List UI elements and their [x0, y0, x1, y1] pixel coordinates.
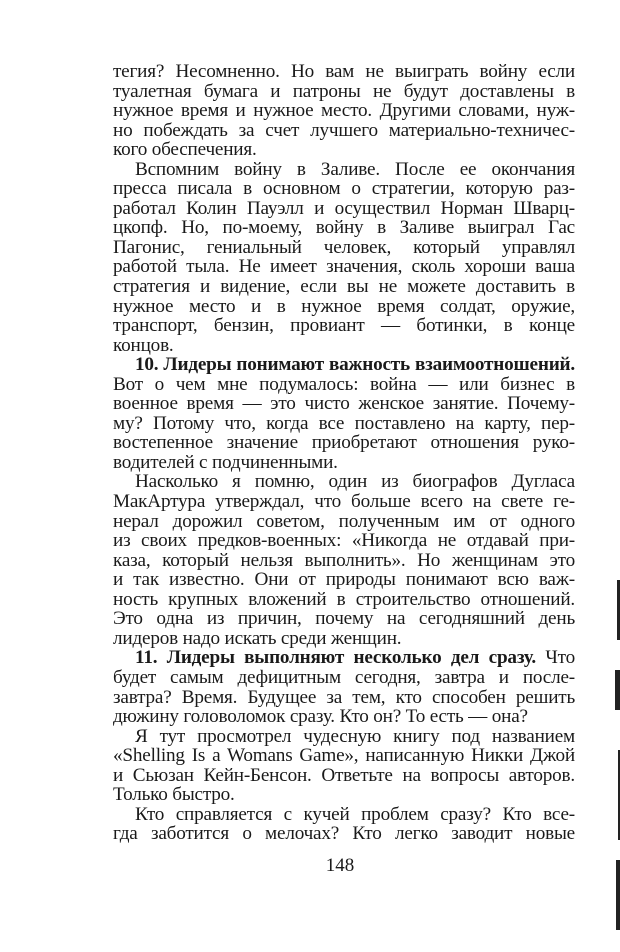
text-line	[113, 355, 575, 375]
text-line: завтра? Время. Будущее за тем, кто способен решить	[113, 687, 575, 708]
page-number: 148	[325, 855, 355, 876]
text-line: тегия? Несомненно. Но вам не выиграть войну если	[113, 62, 575, 82]
text-line: туалетная бумага и патроны не будут доставлены в	[113, 81, 575, 102]
text-line: востепенное значение приобретают отношения руко-	[113, 433, 575, 453]
text-line	[113, 648, 575, 668]
text-line: ность крупных вложений в строительство отношений.	[113, 589, 575, 610]
text-line: цкопф. Но, по-моему, войну в Заливе выиграл Гас	[113, 218, 575, 238]
line-text: Что	[536, 648, 575, 668]
text-line: нужное время и нужное место. Другими словами, нуж-	[113, 101, 575, 121]
bold-heading: 10. Лидеры понимают важность взаимоотношений.	[135, 355, 575, 375]
text-line: работой тыла. Не имеет значения, сколь хороши ваша	[113, 257, 575, 278]
scan-edge-artifact	[610, 560, 620, 952]
text-line: Я тут просмотрел чудесную книгу под названием	[135, 726, 575, 747]
text-line: нужное место и в нужное время солдат, оружие,	[113, 296, 575, 317]
text-line: кого обеспечения.	[113, 140, 257, 160]
text-line: пресса писала в основном о стратегии, которую раз-	[113, 179, 575, 199]
text-line: но побеждать за счет лучшего материально-техничес-	[113, 120, 575, 141]
text-line: «Shelling Is a Womans Game», написанную Никки Джой	[113, 746, 575, 766]
text-line: Вспомним войну в Заливе. После ее окончания	[135, 159, 575, 180]
text-line: Насколько я помню, один из биографов Дугласа	[135, 472, 575, 493]
text-line: дюжину головоломок сразу. Кто он? То есть — она?	[113, 707, 528, 727]
text-line: транспорт, бензин, провиант — ботинки, в конце	[113, 316, 575, 336]
text-line: работал Колин Пауэлл и осуществил Норман Шварц-	[113, 198, 575, 219]
text-line: Кто справляется с кучей проблем сразу? Кто все-	[135, 804, 575, 825]
text-line: из своих предков-военных: «Никогда не отдавай при-	[113, 531, 575, 551]
text-line: Пагонис, гениальный человек, который управлял	[113, 237, 575, 258]
text-line: военное время — это чисто женское занятие. Почему-	[113, 394, 575, 414]
text-line: Это одна из причин, почему на сегодняшний день	[113, 609, 575, 629]
text-line: му? Потому что, когда все поставлено на карту, пер-	[113, 413, 575, 434]
text-line: МакАртура утверждал, что больше всего на свете ге-	[113, 492, 575, 512]
text-line: гда заботится о мелочах? Кто легко заводит новые	[113, 824, 575, 844]
text-line: и Сьюзан Кейн-Бенсон. Ответьте на вопросы авторов.	[113, 765, 575, 786]
bold-heading: 11. Лидеры выполняют несколько дел сразу.	[135, 648, 536, 668]
text-line: водителей с подчиненными.	[113, 452, 338, 473]
text-line: стратегия и видение, если вы не можете доставить в	[113, 277, 575, 297]
text-line: Только быстро.	[113, 785, 235, 805]
text-line: каза, который нельзя выполнить». Но женщинам это	[113, 550, 575, 571]
text-line: и так известно. Они от природы понимают всю важ-	[113, 570, 575, 590]
text-line: нерал дорожил советом, полученным им от одного	[113, 511, 575, 532]
text-line: будет самым дефицитным сегодня, завтра и после-	[113, 667, 575, 688]
text-line: концов.	[113, 335, 174, 356]
text-line: лидеров надо искать среди женщин.	[113, 628, 402, 649]
page-body-text	[113, 62, 575, 844]
text-line: Вот о чем мне подумалось: война — или бизнес в	[113, 374, 575, 395]
